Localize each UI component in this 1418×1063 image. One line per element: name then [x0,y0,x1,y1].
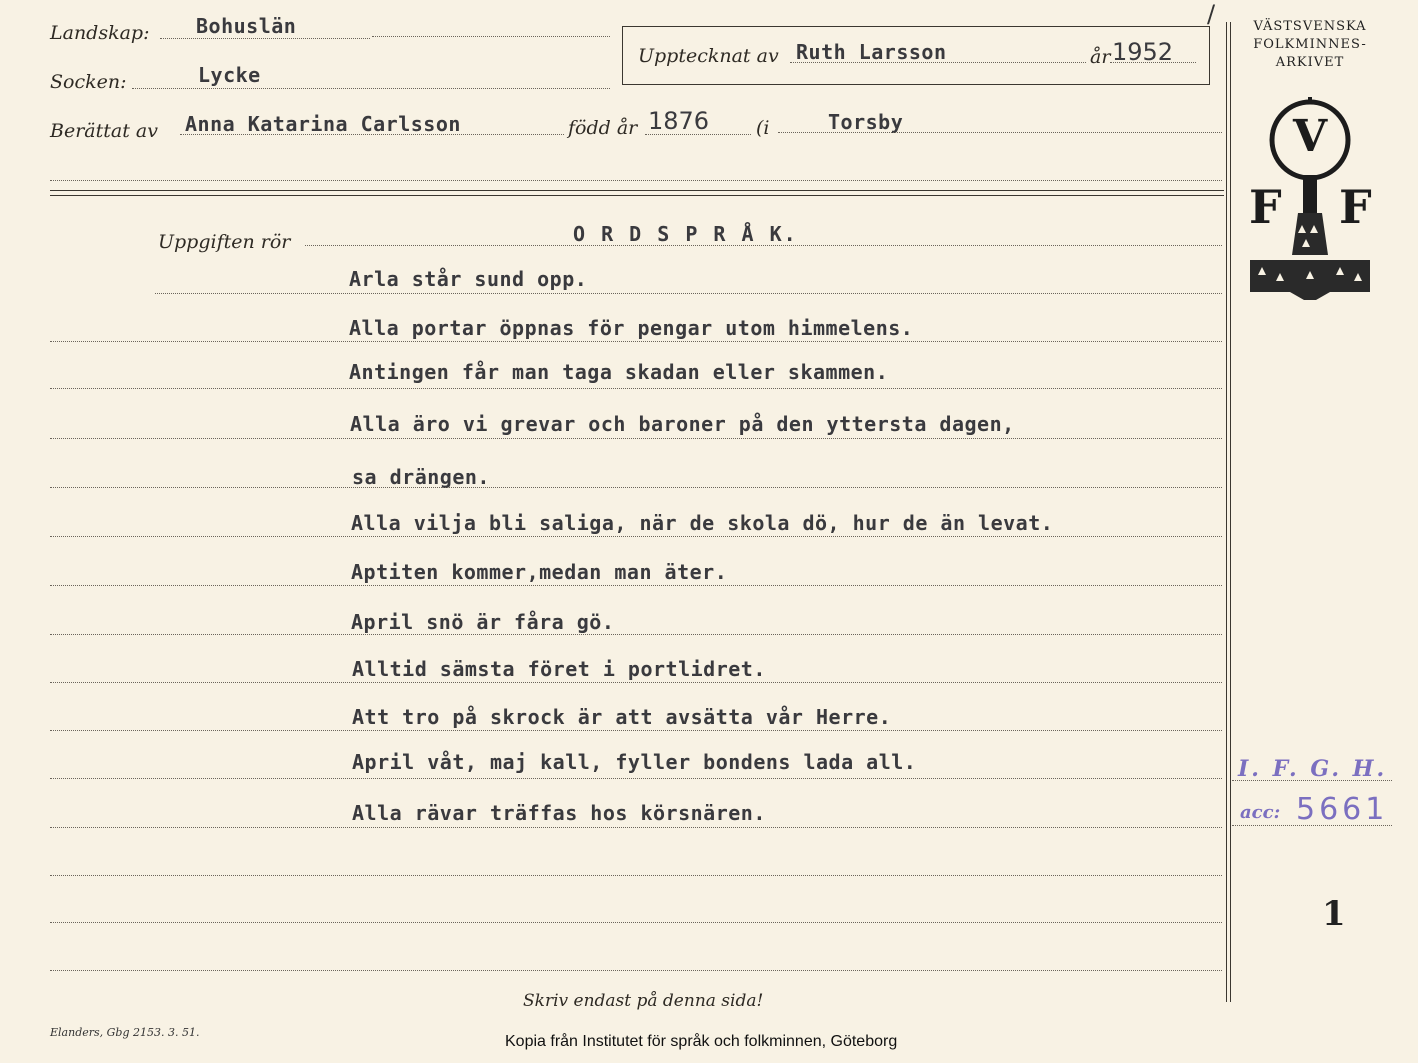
blank-header-line [50,180,1222,181]
ar-value: 1952 [1112,38,1174,66]
footer-instruction: Skriv endast på denna sida! [523,991,764,1011]
socken-value: Lycke [198,63,261,87]
page-number: 1 [1322,894,1346,934]
proverb-line-3: Antingen får man taga skadan eller skammen. [349,360,889,384]
fodd-dots [645,134,751,135]
logo-letter-right: F [1339,180,1372,234]
header-rule-1 [50,190,1224,191]
socken-label: Socken: [50,71,127,93]
uppteck-label: Uppteckn​at av [638,45,779,67]
ruled-line [50,634,1222,635]
archive-line-3: ARKIVET [1275,55,1345,70]
proverb-line-5: sa drängen. [352,465,490,489]
ruled-line [50,778,1222,779]
archive-name [1240,18,1380,72]
divider-line-2 [1230,22,1231,1002]
ruled-line [50,730,1222,731]
proverb-line-6: Alla vilja bli saliga, när de skola dö, hur de än levat. [351,511,1054,535]
proverb-line-4: Alla äro vi grevar och baroner på den yttersta dagen, [350,412,1015,436]
fodd-label: född år [568,117,638,139]
proverb-line-2: Alla portar öppnas för pengar utom himmelens. [349,316,914,340]
ar-label: år [1090,46,1111,68]
proverb-line-9: Alltid sämsta föret i portlidret. [352,657,766,681]
i-value: Torsby [828,110,904,134]
ruled-line [155,293,1222,294]
proverb-line-12: Alla rävar träffas hos körsnären. [352,801,766,825]
stamp-code: I. F. G. H. [1238,756,1388,782]
copy-notice: Kopia från Institutet för språk och folkminnen, Göteborg [505,1033,898,1050]
ar-dots [1110,62,1196,63]
berattat-dots [180,134,564,135]
uppteck-value: Ruth Larsson [796,40,947,64]
corner-mark: / [1207,0,1216,28]
ruled-line [50,388,1222,389]
proverb-line-7: Aptiten kommer,medan man äter. [351,560,728,584]
socken-dots [132,88,610,89]
stamp-acc-label: acc: [1240,802,1281,823]
stamp-acc-number: 5661 [1296,792,1389,827]
divider-line-1 [1226,22,1227,1002]
fodd-value: 1876 [648,107,710,135]
berattat-value: Anna Katarina Carlsson [185,112,461,136]
proverb-line-11: April våt, maj kall, fyller bondens lada all. [352,750,917,774]
landskap-dots-2 [372,36,610,37]
landskap-value: Bohuslän [196,14,297,38]
logo-circle-letter: V [1293,111,1328,162]
logo-letter-left: F [1249,180,1282,234]
landskap-dots [160,38,370,39]
printer-mark: Elanders, Gbg 2153. 3. 51. [50,1026,200,1039]
proverb-line-10: Att tro på skrock är att avsätta vår Herre. [352,705,892,729]
ruled-line [50,875,1222,876]
archive-line-2: FOLKMINNES- [1253,37,1367,52]
ruled-line [50,585,1222,586]
berattat-label: Berättat av [50,120,158,142]
archive-line-1: VÄSTSVENSKA [1253,19,1367,34]
ruled-line [50,970,1222,971]
ruled-line [50,827,1222,828]
ruled-line [50,536,1222,537]
header-rule-2 [50,195,1224,196]
subject-value: O R D S P R Å K. [573,222,798,246]
proverb-line-1: Arla står sund opp. [349,267,588,291]
ruled-line [50,341,1222,342]
ruled-line [50,487,1222,488]
proverb-line-8: April snö är fåra gö. [351,610,615,634]
ruled-line [50,922,1222,923]
i-label: (i [756,117,770,139]
ruled-line [50,438,1222,439]
landskap-label: Landskap: [50,22,150,44]
ruled-line [50,682,1222,683]
subject-label: Uppgiften rör [158,231,291,253]
uppteck-dots [790,62,1086,63]
i-dots [778,132,1222,133]
